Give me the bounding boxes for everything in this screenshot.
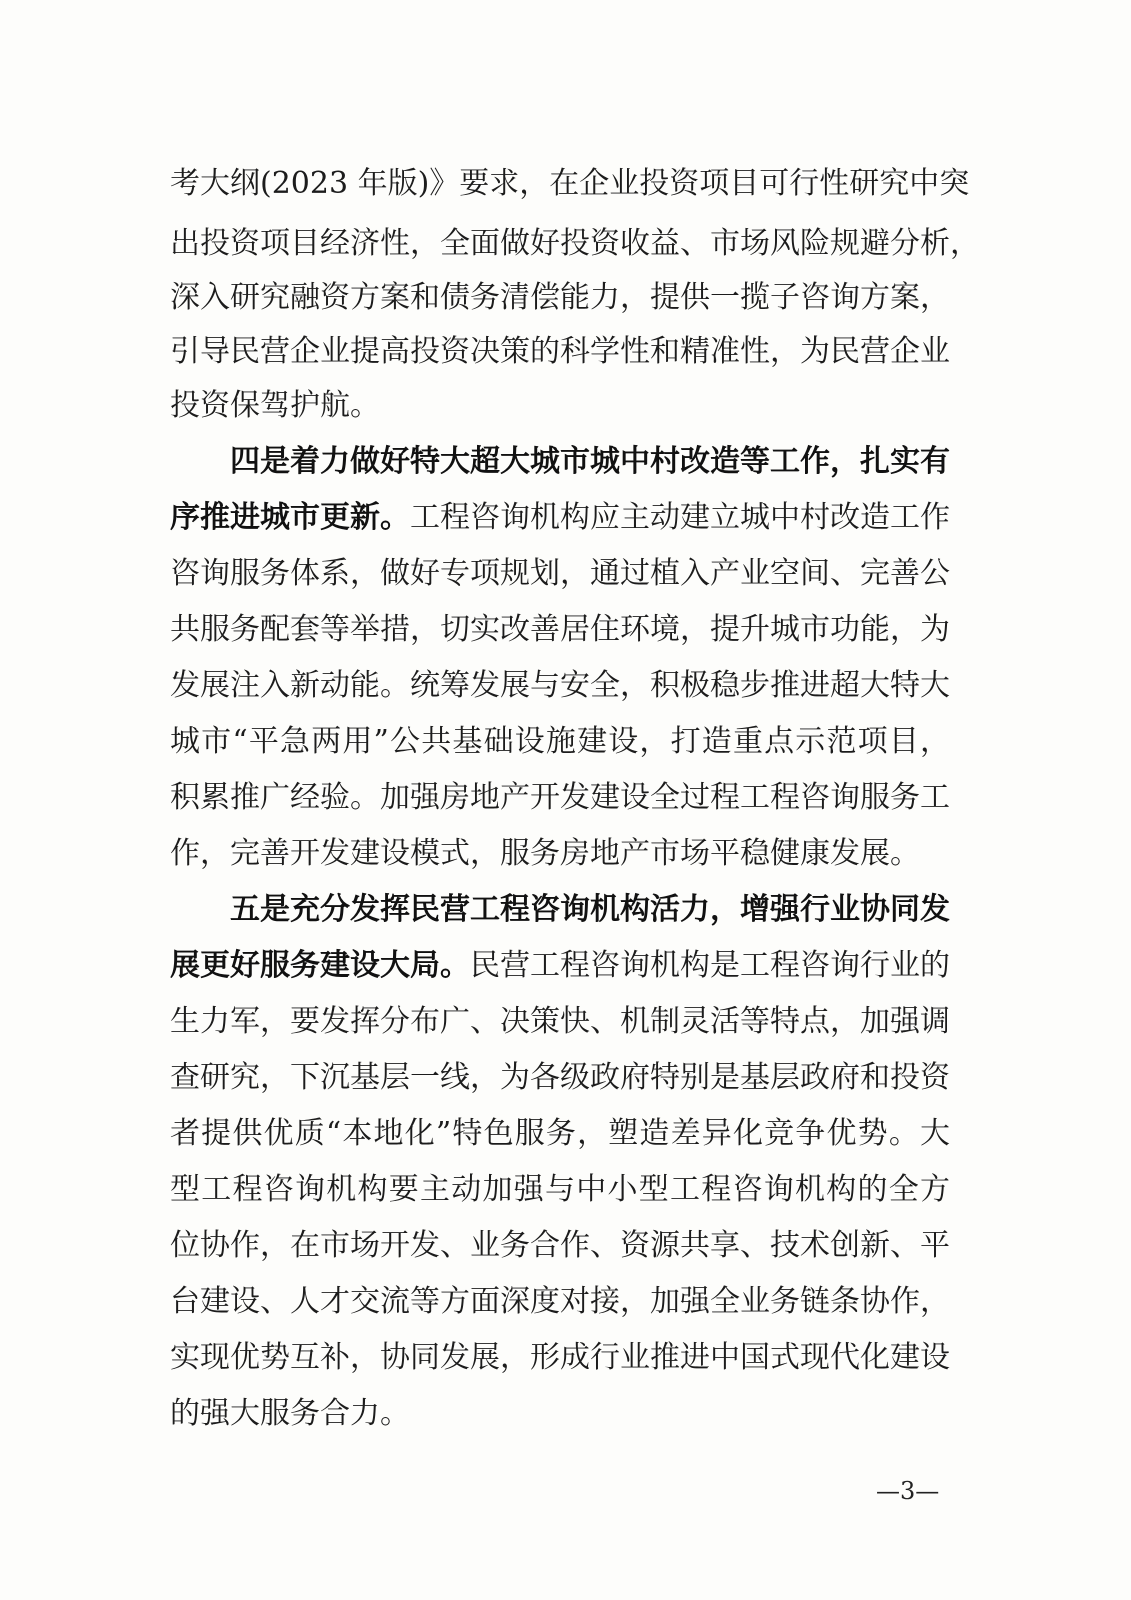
paragraph-heading-line: [230, 432, 950, 492]
paragraph-line: 查研究，下沉基层一线，为各级政府特别是基层政府和投资: [170, 1060, 950, 1095]
paragraph-line: 生力军，要发挥分布广、决策快、机制灵活等特点，加强调: [170, 1004, 950, 1039]
paragraph-line: 位协作，在市场开发、业务合作、资源共享、技术创新、平: [170, 1228, 950, 1263]
paragraph-line: [170, 488, 950, 548]
bold-heading-text: 五是充分发挥民营工程咨询机构活力，增强行业协同发: [230, 892, 950, 927]
paragraph-line: 城市“平急两用”公共基础设施建设，打造重点示范项目，: [170, 724, 950, 759]
paragraph-text: 工程咨询机构应主动建立城中村改造工作: [410, 500, 950, 535]
bold-heading-text: 展更好服务建设大局。: [170, 948, 470, 983]
paragraph-text: 民营工程咨询机构是工程咨询行业的: [470, 948, 950, 983]
paragraph-line: 发展注入新动能。统筹发展与安全，积极稳步推进超大特大: [170, 668, 950, 703]
paragraph-line: 者提供优质“本地化”特色服务，塑造差异化竞争优势。大: [170, 1116, 950, 1151]
paragraph-line: 共服务配套等举措，切实改善居住环境，提升城市功能，为: [170, 612, 950, 647]
paragraph-line: 积累推广经验。加强房地产开发建设全过程工程咨询服务工: [170, 780, 950, 815]
paragraph-line: 作，完善开发建设模式，服务房地产市场平稳健康发展。: [170, 836, 920, 871]
paragraph-line: 引导民营企业提高投资决策的科学性和精准性，为民营企业: [170, 334, 950, 369]
bold-heading-text: 序推进城市更新。: [170, 500, 410, 535]
paragraph-line: 台建设、人才交流等方面深度对接，加强全业务链条协作，: [170, 1284, 950, 1319]
page-number: —3—: [876, 1477, 940, 1505]
paragraph-line: 的强大服务合力。: [170, 1396, 410, 1431]
paragraph-line: 实现优势互补，协同发展，形成行业推进中国式现代化建设: [170, 1340, 950, 1375]
paragraph-line: 投资保驾护航。: [170, 388, 380, 423]
bold-heading-text: 四是着力做好特大超大城市城中村改造等工作，扎实有: [230, 444, 950, 479]
paragraph-heading-line: [230, 880, 950, 940]
paragraph-line: [170, 936, 950, 996]
paragraph-line: 咨询服务体系，做好专项规划，通过植入产业空间、完善公: [170, 556, 950, 591]
paragraph-line: 考大纲(2023 年版)》要求，在企业投资项目可行性研究中突: [170, 166, 970, 201]
paragraph-line: 出投资项目经济性，全面做好投资收益、市场风险规避分析，: [170, 226, 980, 261]
paragraph-line: 深入研究融资方案和债务清偿能力，提供一揽子咨询方案，: [170, 280, 950, 315]
paragraph-line: 型工程咨询机构要主动加强与中小型工程咨询机构的全方: [170, 1172, 950, 1207]
